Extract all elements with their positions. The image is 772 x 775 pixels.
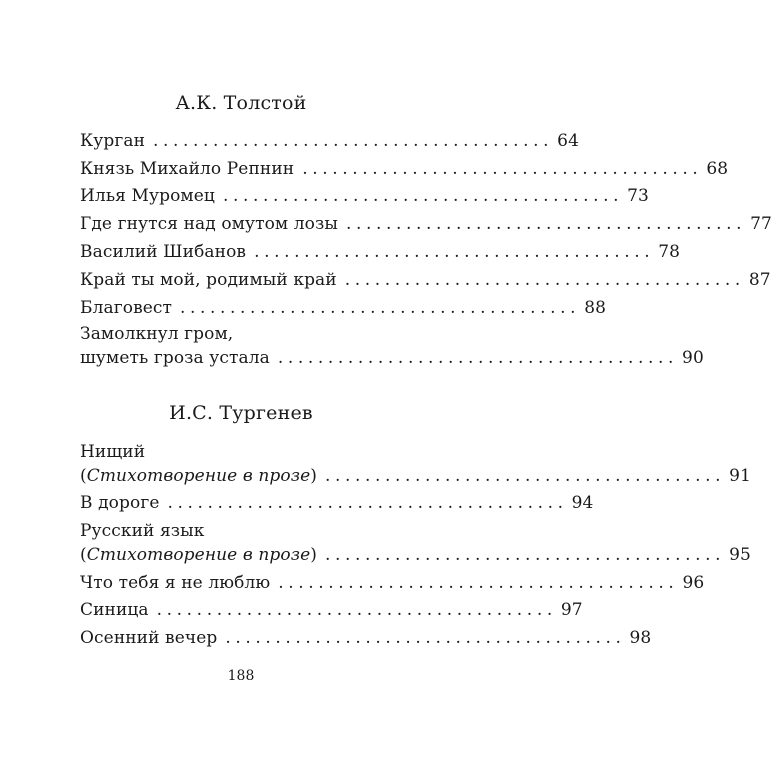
- toc-entry: [80, 268, 771, 292]
- toc-entry-title: В дороге: [80, 493, 160, 513]
- leader-dots: ........................................: [324, 466, 726, 486]
- toc-entry-title: (Стихотворение в прозе): [80, 466, 317, 486]
- toc-entry-title: Синица: [80, 600, 149, 620]
- leader-dots: ........................................: [324, 545, 726, 565]
- toc-entry: [80, 322, 704, 370]
- leader-dots: ........................................: [153, 131, 554, 151]
- leader-dots: ........................................: [278, 573, 679, 593]
- leader-dots: ........................................: [180, 298, 581, 318]
- toc-entry-title: Благовест: [80, 298, 173, 318]
- section-title-tolstoy: А.К. Толстой: [175, 92, 307, 114]
- toc-entry: [80, 598, 583, 622]
- toc-entry: [80, 626, 652, 650]
- toc-entry: [80, 571, 705, 595]
- leader-dots: ........................................: [345, 214, 747, 234]
- toc-entry-title: Где гнутся над омутом лозы: [80, 214, 338, 234]
- toc-entry-title: Курган: [80, 131, 146, 151]
- toc-entry-page: 97: [560, 600, 583, 620]
- toc-entry-page: 96: [682, 573, 705, 593]
- toc-entry-page: 78: [658, 242, 681, 262]
- toc-entry: [80, 240, 681, 264]
- leader-dots: ........................................: [277, 348, 679, 368]
- toc-entry-title: Что тебя я не люблю: [80, 573, 271, 593]
- leader-dots: ........................................: [225, 628, 626, 648]
- toc-entry-title: (Стихотворение в прозе): [80, 545, 317, 565]
- toc-entry-page: 77: [750, 214, 772, 234]
- toc-entry-title-line1: Замолкнул гром,: [80, 324, 234, 344]
- toc-entry-title: шуметь гроза устала: [80, 348, 270, 368]
- toc-entry-subtitle: Стихотворение в прозе: [86, 545, 311, 565]
- toc-entry-page: 68: [706, 159, 729, 179]
- toc-entry-title-line1: Нищий: [80, 442, 146, 462]
- toc-entry-page: 90: [682, 348, 704, 368]
- leader-dots: ........................................: [344, 270, 745, 290]
- toc-entry: [80, 296, 607, 320]
- leader-dots: ........................................: [222, 186, 624, 206]
- toc-entry-page: 64: [557, 131, 580, 151]
- page-number: 188: [227, 668, 255, 684]
- toc-entry-page: 73: [627, 186, 649, 206]
- leader-dots: ........................................: [156, 600, 557, 620]
- toc-entry: [80, 440, 751, 488]
- toc-entry-title: Осенний вечер: [80, 628, 218, 648]
- leader-dots: ........................................: [254, 242, 655, 262]
- toc-entry-title: Князь Михайло Репнин: [80, 159, 295, 179]
- section-title-turgenev: И.С. Тургенев: [169, 402, 313, 424]
- leader-dots: ........................................: [167, 493, 568, 513]
- toc-entry: [80, 129, 580, 153]
- toc-entry-page: 95: [729, 545, 751, 565]
- toc-entry-subtitle: Стихотворение в прозе: [86, 466, 311, 486]
- toc-entry-title: Край ты мой, родимый край: [80, 270, 337, 290]
- toc-entry: [80, 491, 594, 515]
- toc-entry-title-line1: Русский язык: [80, 521, 205, 541]
- toc-entry-title: Илья Муромец: [80, 186, 215, 206]
- leader-dots: ........................................: [302, 159, 703, 179]
- toc-entry: [80, 157, 729, 181]
- toc-entry-page: 87: [748, 270, 771, 290]
- toc-entry: [80, 184, 649, 208]
- toc-entry-page: 91: [729, 466, 751, 486]
- toc-entry-page: 88: [584, 298, 607, 318]
- toc-entry-page: 98: [629, 628, 652, 648]
- toc-entry: [80, 212, 772, 236]
- toc-entry-page: 94: [571, 493, 594, 513]
- toc-entry-title: Василий Шибанов: [80, 242, 247, 262]
- toc-entry: [80, 519, 751, 567]
